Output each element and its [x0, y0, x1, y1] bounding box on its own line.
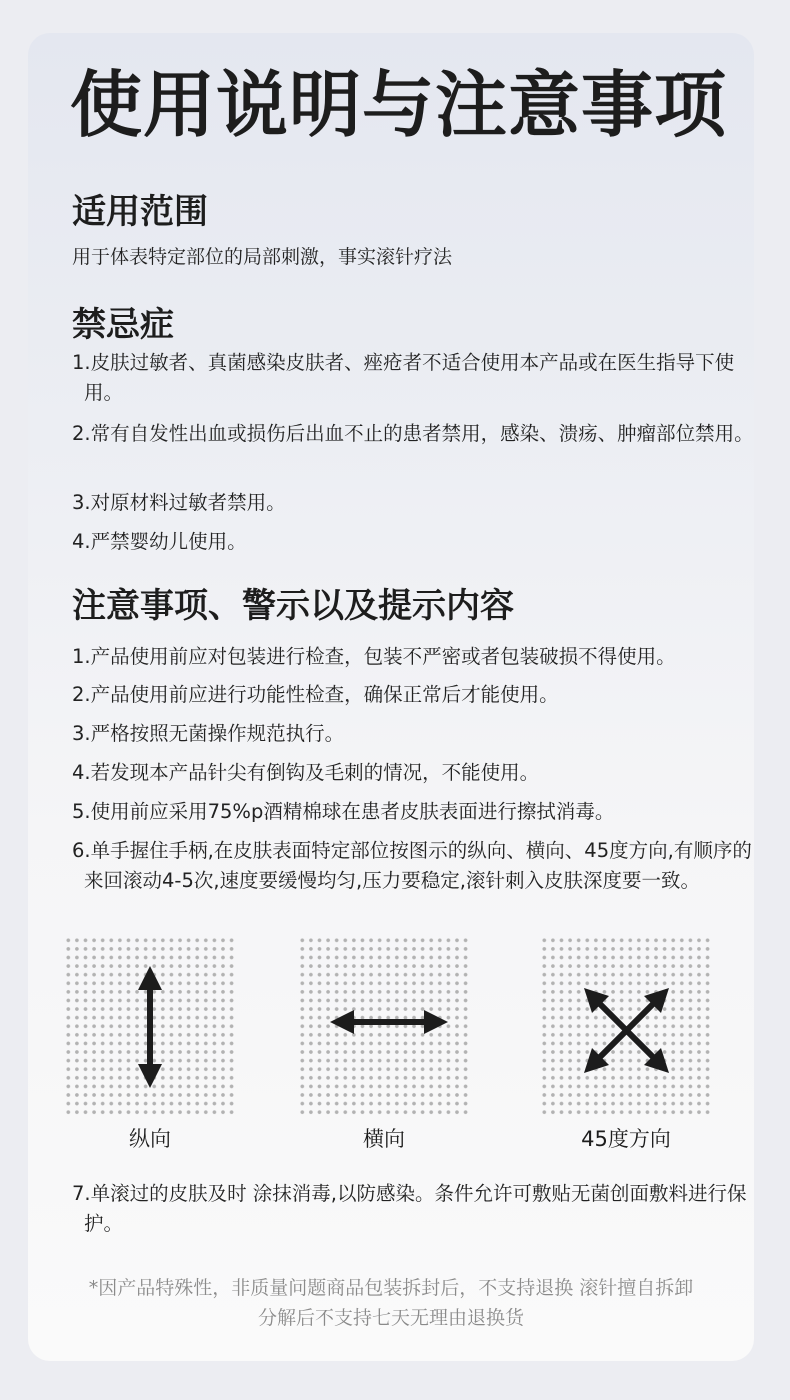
- horizontal-direction-diagram: [298, 936, 470, 1118]
- precaution-item: 3.严格按照无菌操作规范执行。: [72, 722, 345, 745]
- scope-heading: 适用范围: [72, 192, 208, 232]
- contraindication-item: 3.对原材料过敏者禁用。: [72, 491, 286, 514]
- scope-text: 用于体表特定部位的局部刺激，事实滚针疗法: [72, 246, 453, 268]
- contraindication-item: 2.常有自发性出血或损伤后出血不止的患者禁用，感染、溃疡、肿瘤部位禁用。: [72, 422, 754, 445]
- precaution-item: 6.单手握住手柄,在皮肤表面特定部位按图示的纵向、横向、45度方向,有顺序的来回滚动4-5次,速度要缓慢均匀,压力要稳定,滚针刺入皮肤深度要一致。: [72, 839, 752, 892]
- diagonal-direction-diagram: [540, 936, 712, 1118]
- diagram-label-horizontal: 横向: [363, 1127, 405, 1151]
- precaution-item: 5.使用前应采用75%p酒精棉球在患者皮肤表面进行擦拭消毒。: [72, 800, 615, 823]
- precautions-heading: 注意事项、警示以及提示内容: [72, 586, 514, 626]
- contraindication-item: 4.严禁婴幼儿使用。: [72, 530, 247, 553]
- precaution-item: 7.单滚过的皮肤及时 涂抹消毒,以防感染。条件允许可敷贴无菌创面敷料进行保护。: [72, 1182, 747, 1235]
- precaution-item: 2.产品使用前应进行功能性检查，确保正常后才能使用。: [72, 683, 559, 706]
- diagram-label-vertical: 纵向: [129, 1127, 171, 1151]
- footer-note-line1: *因产品特殊性，非质量问题商品包装拆封后，不支持退换 滚针擅自拆卸: [88, 1277, 694, 1299]
- diagram-label-diagonal: 45度方向: [581, 1127, 671, 1151]
- contraindications-heading: 禁忌症: [72, 305, 174, 345]
- horizontal-arrow-icon: [298, 936, 470, 1118]
- precaution-item: 1.产品使用前应对包装进行检查，包装不严密或者包装破损不得使用。: [72, 645, 676, 668]
- footer-note-line2: 分解后不支持七天无理由退换货: [257, 1307, 524, 1329]
- page-title: 使用说明与注意事项: [70, 63, 728, 147]
- vertical-direction-diagram: [64, 936, 236, 1118]
- precaution-item: 4.若发现本产品针尖有倒钩及毛刺的情况，不能使用。: [72, 761, 540, 784]
- diagonal-cross-arrow-icon: [540, 936, 712, 1118]
- vertical-arrow-icon: [64, 936, 236, 1118]
- footer-note: [48, 1273, 734, 1333]
- contraindication-item: 1.皮肤过敏者、真菌感染皮肤者、痤疮者不适合使用本产品或在医生指导下使用。: [72, 351, 735, 404]
- instructions-card: [28, 33, 754, 1361]
